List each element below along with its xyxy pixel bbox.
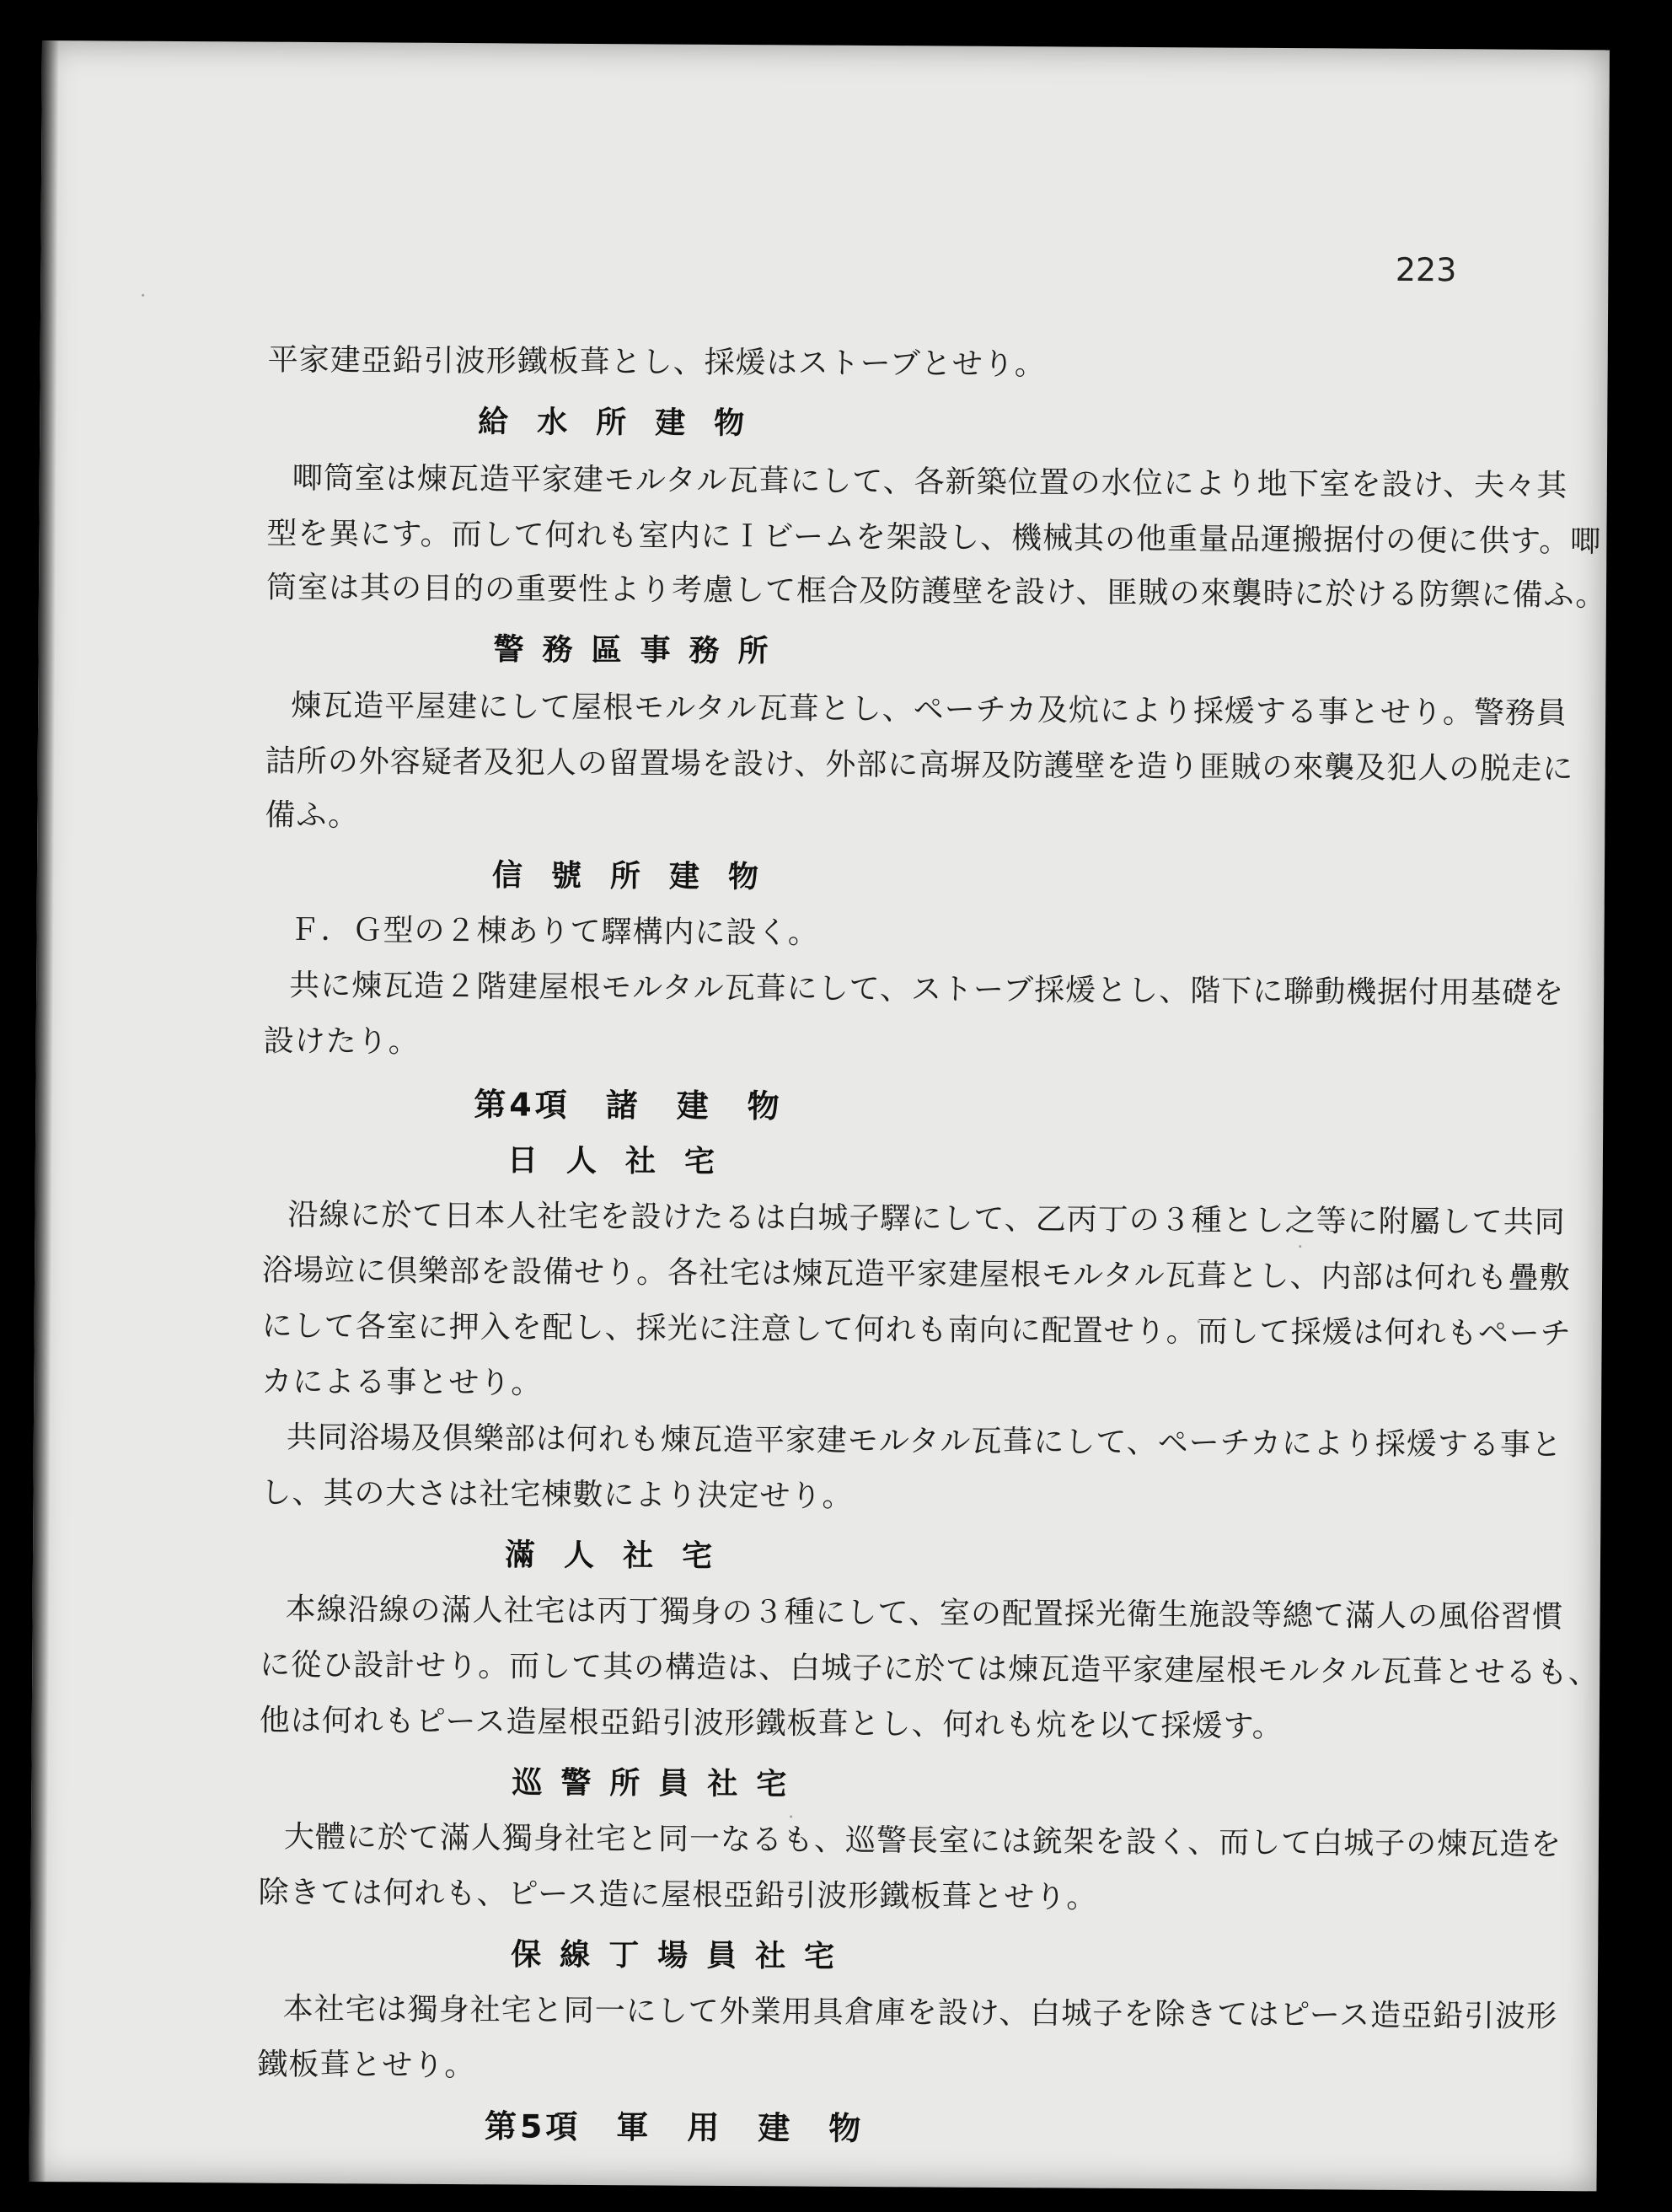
text-line: 浴場竝に倶樂部を設備せり。各社宅は煉瓦造平家建屋根モルタル瓦葺とし、内部は何れも疊敷: [261, 1253, 1571, 1297]
text-line: 設けたり。: [263, 1023, 420, 1060]
text-line: 平家建亞鉛引波形鐵板葺とし、採煖はストーブとせり。: [267, 342, 1047, 383]
section-heading: 日人社宅: [506, 1143, 744, 1180]
section-heading: 巡警所員社宅: [512, 1765, 806, 1802]
section-heading: 警務區事務所: [493, 632, 787, 669]
text-line: 本線沿線の滿人社宅は丙丁獨身の３種にして、室の配置採光衛生施設等總て滿人の風俗習慣: [285, 1592, 1564, 1635]
section-heading: 第5項 軍 用 建 物: [484, 2107, 865, 2148]
text-line: Ｆ．Ｇ型の２棟ありて驛構内に設く。: [289, 912, 819, 951]
text-line: カによる事とせり。: [261, 1364, 543, 1401]
text-line: にして各室に押入を配し、採光に注意して何れも南向に配置せり。而して採煖は何れもペーチ: [261, 1308, 1572, 1352]
document-page: [29, 40, 1609, 2191]
section-heading: 給水所建物: [478, 405, 774, 442]
text-line: 詰所の外容疑者及犯人の留置場を設け、外部に高塀及防護壁を造り匪賊の來襲及犯人の脱走に: [265, 744, 1574, 787]
text-line: 唧筒室は煉瓦造平家建モルタル瓦葺にして、各新築位置の水位により地下室を設け、夫々其: [292, 460, 1568, 504]
text-line: 煉瓦造平屋建にして屋根モルタル瓦葺とし、ペーチカ及炕により採煖する事とせり。警務員: [291, 688, 1568, 732]
text-line: 共同浴場及倶樂部は何れも煉瓦造平家建モルタル瓦葺にして、ペーチカにより採煖する事と: [286, 1420, 1563, 1463]
page-number: 223: [1395, 250, 1457, 289]
section-heading: 滿人社宅: [504, 1538, 742, 1575]
scan-speck: [142, 294, 144, 297]
text-line: 沿線に於て日本人社宅を設けたるは白城子驛にして、乙丙丁の３種とし之等に附屬して共同: [287, 1197, 1566, 1241]
section-heading: 第4項 諸 建 物: [474, 1086, 783, 1125]
text-line: 備ふ。: [265, 797, 360, 834]
text-line: 大體に於て滿人獨身社宅と同一なるも、巡警長室には銃架を設く、而して白城子の煉瓦造を: [283, 1819, 1562, 1863]
text-line: し、其の大さは社宅棟數により決定せり。: [260, 1475, 854, 1514]
text-line: 除きては何れも、ピース造に屋根亞鉛引波形鐵板葺とせり。: [258, 1875, 1098, 1915]
scan-speck: [790, 1815, 792, 1817]
text-line: 他は何れもピース造屋根亞鉛引波形鐵板葺とし、何れも炕を以て採煖す。: [259, 1703, 1283, 1745]
section-heading: 信號所建物: [491, 858, 788, 895]
text-line: 型を異にす。而して何れも室内にＩビームを架設し、機械其の他重量品運搬据付の便に供す。唧: [266, 516, 1602, 560]
text-line: 共に煉瓦造２階建屋根モルタル瓦葺にして、ストーブ採煖とし、階下に聯動機据付用基礎を: [289, 968, 1565, 1012]
text-line: 筒室は其の目的の重要性より考慮して框合及防護壁を設け、匪賊の來襲時に於ける防禦に備ふ。: [265, 570, 1607, 614]
scan-speck: [1299, 1245, 1301, 1248]
section-heading: 保線丁場員社宅: [511, 1937, 854, 1974]
text-line: 鐵板葺とせり。: [257, 2047, 476, 2084]
text-line: 本社宅は獨身社宅と同一にして外業用具倉庫を設け、白城子を除きてはピース造亞鉛引波形: [282, 1991, 1558, 2035]
text-line: に從ひ設計せり。而して其の構造は、白城子に於ては煉瓦造平家建屋根モルタル瓦葺とせるも、: [260, 1647, 1600, 1691]
